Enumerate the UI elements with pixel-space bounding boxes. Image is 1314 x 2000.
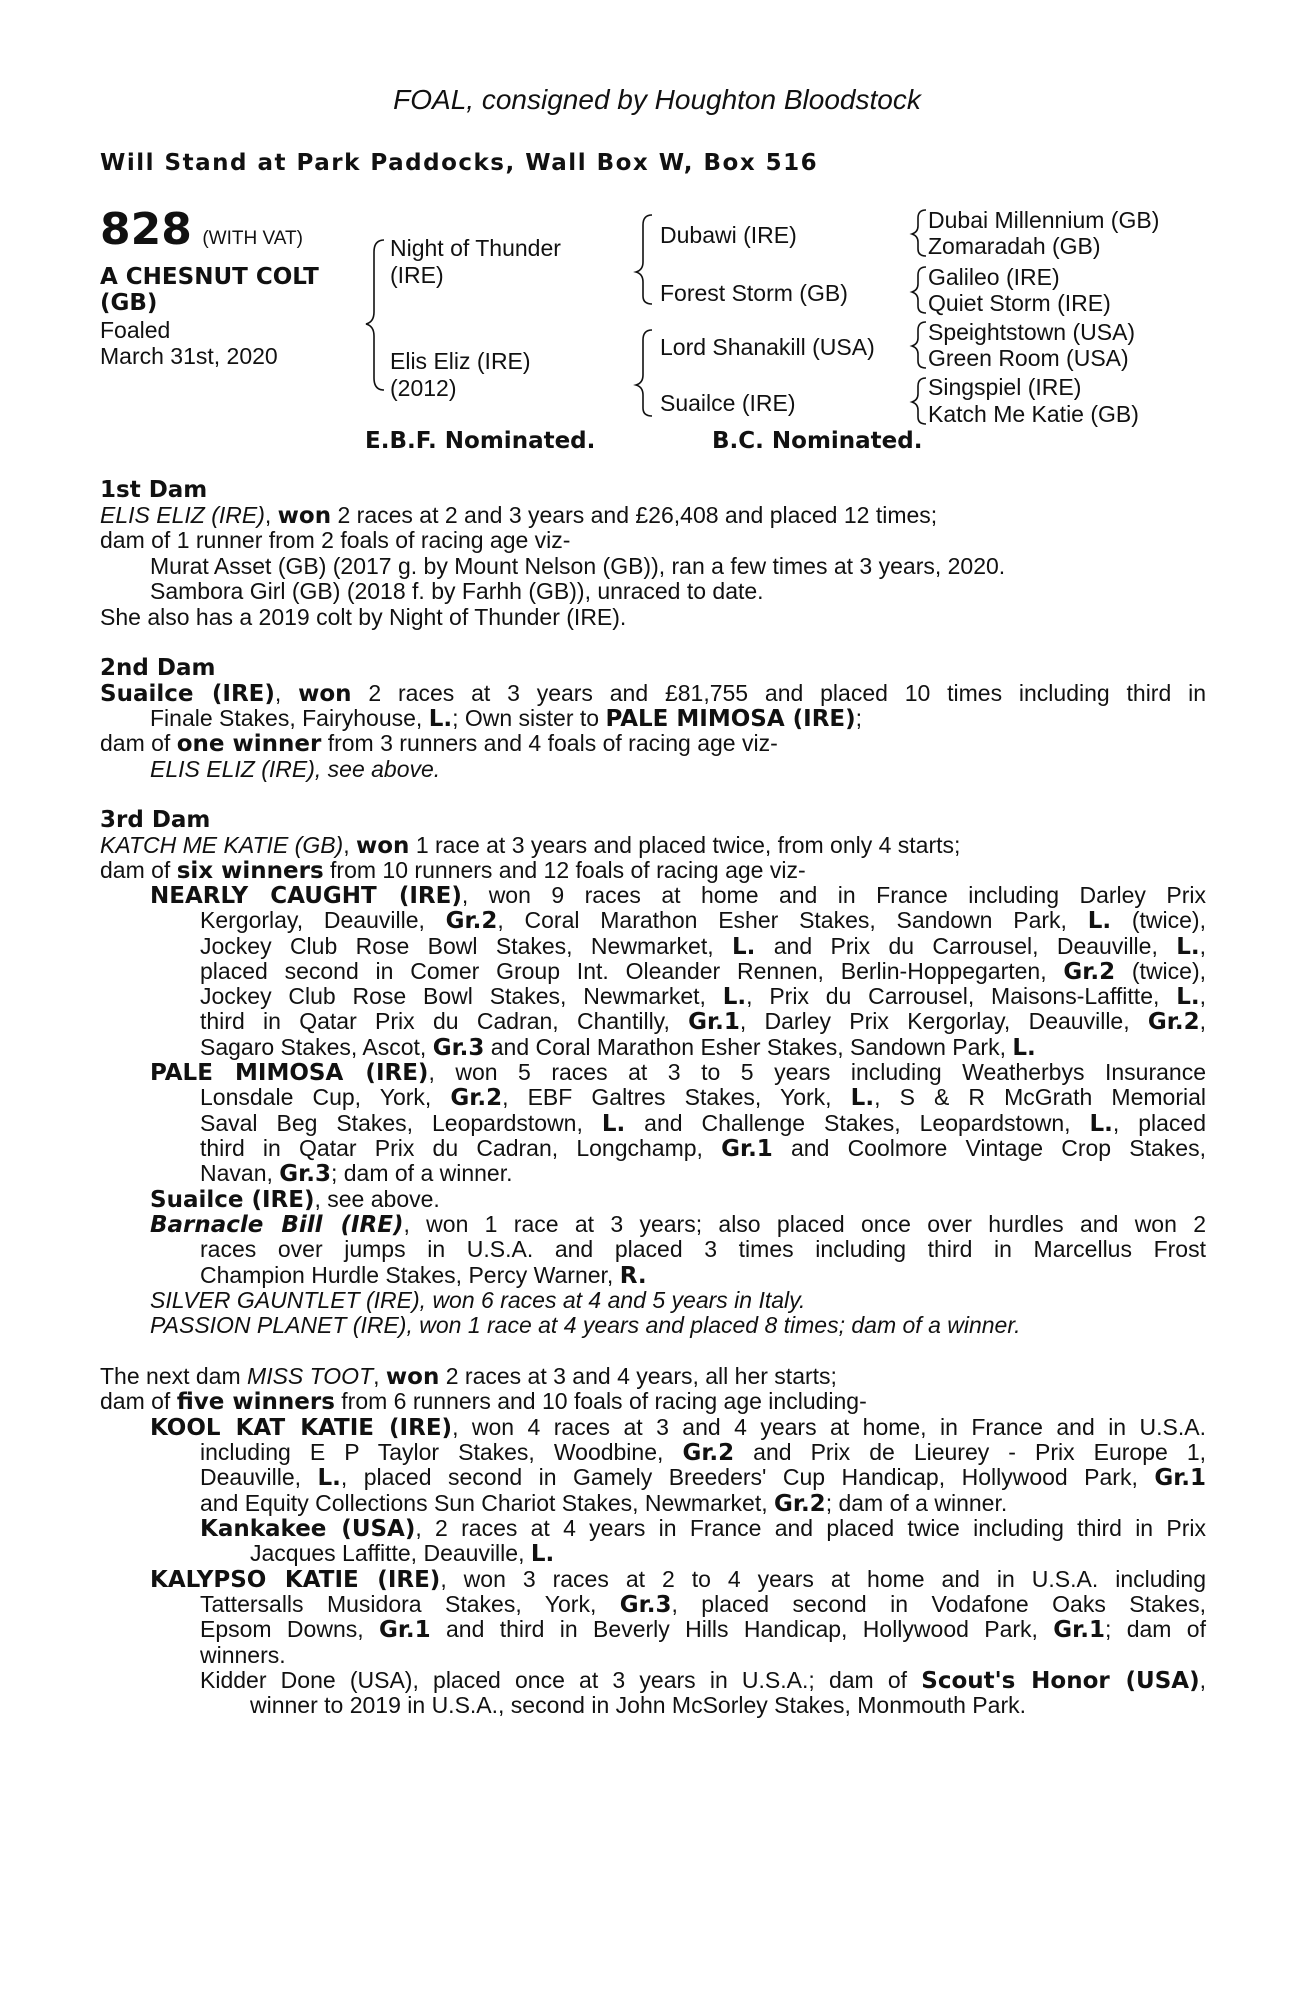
grade-mark: Gr.2 [450, 1085, 503, 1111]
text-run: , Coral Marathon Esher Stakes, Sandown Park, [497, 907, 1088, 933]
text-run: 2 races at 3 and 4 years, all her starts; [439, 1363, 837, 1389]
text-run: , won 1 race at 3 years; also placed once over hurdles and won 2 [403, 1211, 1206, 1237]
pale-mimosa-line-5 [200, 1161, 513, 1188]
listed-mark: L. [428, 706, 453, 732]
bc-nominated: B.C. Nominated. [712, 428, 923, 454]
kalypso-katie-line-2 [200, 1592, 1206, 1619]
text-run: Kidder Done (USA), placed once at 3 years in U.S.A.; dam of [200, 1667, 922, 1693]
text-run: and Coral Marathon Esher Stakes, Sandown Park, [484, 1034, 1013, 1060]
text-run: Tattersalls Musidora Stakes, York, [200, 1591, 620, 1617]
dam-name-text: KATCH ME KATIE (GB) [100, 832, 344, 858]
listed-mark: L. [722, 984, 747, 1010]
won-text: won [385, 1364, 440, 1390]
horse-name: NEARLY CAUGHT (IRE) [150, 883, 462, 909]
text-run: , won 3 races at 2 to 4 years at home and in U.S.A. including [440, 1566, 1206, 1592]
text-run: , EBF Galtres Stakes, York, [502, 1084, 851, 1110]
text-run: Jacques Laffitte, Deauville, [250, 1540, 531, 1566]
listed-mark: L. [1087, 908, 1112, 934]
text-run: , [343, 832, 356, 858]
listed-mark: L. [530, 1541, 555, 1567]
text-run: , [264, 502, 278, 528]
winners-text: six winners [176, 858, 324, 884]
winners-text: five winners [176, 1389, 335, 1415]
text-run: Kergorlay, Deauville, [200, 907, 446, 933]
horse-name: Kankakee (USA) [200, 1516, 416, 1542]
next-dam-line-1 [100, 1364, 837, 1391]
horse-name: PALE MIMOSA (IRE) [605, 706, 856, 732]
nearly-caught-line-4 [200, 959, 1206, 986]
text-run: , see above. [314, 1186, 440, 1212]
text-run: Lonsdale Cup, York, [200, 1084, 451, 1110]
text-run: ; Own sister to [452, 705, 606, 731]
text-run: and Equity Collections Sun Chariot Stakes, Newmarket, [200, 1490, 774, 1516]
text-run: 2 races at 2 and 3 years and £26,408 and placed 12 times; [331, 502, 938, 528]
dam-name: Elis Eliz (IRE) [390, 348, 531, 374]
horse-name: Barnacle Bill (IRE) [150, 1212, 404, 1238]
grade-mark: Gr.1 [378, 1617, 431, 1643]
text-run: , [1199, 1667, 1206, 1693]
listed-mark: L. [1089, 1111, 1113, 1137]
text-run: Finale Stakes, Fairyhouse, [150, 705, 429, 731]
text-run: 1 race at 3 years and placed twice, from only 4 starts; [409, 832, 961, 858]
dam-year: (2012) [390, 375, 457, 401]
text-run: Navan, [200, 1160, 280, 1186]
grade-mark: Gr.2 [445, 908, 498, 934]
nearly-caught-line-2 [200, 908, 1206, 935]
first-dam-heading: 1st Dam [100, 477, 208, 503]
sire-sire-dam: Zomaradah (GB) [928, 233, 1101, 259]
silver-gauntlet-line: SILVER GAUNTLET (IRE), won 6 races at 4 and 5 years in Italy. [150, 1287, 806, 1313]
dam-dam-sire: Singspiel (IRE) [928, 374, 1082, 400]
listed-mark: L. [1176, 984, 1200, 1010]
text-run: dam of [100, 857, 177, 883]
winners-text: one winner [176, 731, 322, 757]
grade-mark: Gr.2 [682, 1440, 735, 1466]
grade-mark: Gr.3 [279, 1161, 331, 1187]
first-dam-line-5: She also has a 2019 colt by Night of Thunder (IRE). [100, 604, 627, 630]
kool-kat-katie-line-1 [150, 1415, 1206, 1442]
dam-dam-dam: Katch Me Katie (GB) [928, 401, 1139, 427]
grade-mark: Gr.3 [432, 1035, 485, 1061]
listed-mark: L. [601, 1111, 626, 1137]
text-run: The next dam [100, 1363, 248, 1389]
text-run: , won 5 races at 3 to 5 years including Weatherbys Insurance [428, 1059, 1206, 1085]
text-run: and Coolmore Vintage Crop Stakes, [772, 1135, 1206, 1161]
text-run: Epsom Downs, [200, 1616, 379, 1642]
sire-dam-dam: Quiet Storm (IRE) [928, 290, 1111, 316]
text-run: , placed second in Vodafone Oaks Stakes, [671, 1591, 1206, 1617]
text-run: ; [855, 705, 863, 731]
text-run: , Prix du Carrousel, Maisons-Laffitte, [746, 983, 1177, 1009]
text-run: from 3 runners and 4 foals of racing age viz- [321, 730, 778, 756]
pale-mimosa-line-1 [150, 1060, 1206, 1087]
text-run: (twice), [1111, 907, 1206, 933]
passion-planet-line: PASSION PLANET (IRE), won 1 race at 4 years and placed 8 times; dam of a winner. [150, 1312, 1021, 1338]
text-run: , 2 races at 4 years in France and placed twice including third in Prix [415, 1515, 1206, 1541]
third-dam-line-2 [100, 858, 806, 885]
foaled-label: Foaled [100, 317, 171, 343]
text-run: ; dam of a winner. [330, 1160, 513, 1186]
second-dam-line-3 [100, 731, 778, 758]
pale-mimosa-line-4 [200, 1136, 1206, 1163]
listed-mark: L. [731, 934, 756, 960]
pale-mimosa-line-3 [200, 1111, 1206, 1138]
grade-mark: Gr.1 [721, 1136, 773, 1162]
listed-mark: L. [317, 1465, 341, 1491]
horse-name: Suailce (IRE) [150, 1187, 315, 1213]
barnacle-bill-line-1 [150, 1212, 1206, 1239]
pale-mimosa-line-2 [200, 1085, 1206, 1112]
listed-mark: L. [1012, 1035, 1036, 1061]
nearly-caught-line-7 [200, 1035, 1036, 1062]
first-dam-line-2: dam of 1 runner from 2 foals of racing age viz- [100, 527, 571, 553]
kankakee-line-2 [250, 1541, 554, 1568]
dam-sire: Lord Shanakill (USA) [660, 334, 875, 360]
kalypso-katie-line-4: winners. [200, 1642, 286, 1668]
kalypso-katie-line-3 [200, 1617, 1206, 1644]
nearly-caught-line-5 [200, 984, 1206, 1011]
sire-country: (IRE) [390, 262, 444, 288]
grade-mark: Gr.1 [1154, 1465, 1206, 1491]
text-run: (twice), [1115, 958, 1207, 984]
second-dam-line-4: ELIS ELIZ (IRE), see above. [150, 756, 441, 782]
text-run: , [1199, 983, 1206, 1009]
text-run: and Challenge Stakes, Leopardstown, [625, 1110, 1090, 1136]
text-run: Sagaro Stakes, Ascot, [200, 1034, 433, 1060]
sire-name: Night of Thunder [390, 235, 561, 261]
text-run: , [373, 1363, 386, 1389]
text-run: ; dam of [1104, 1616, 1206, 1642]
next-dam-line-2 [100, 1389, 867, 1416]
text-run: Saval Beg Stakes, Leopardstown, [200, 1110, 602, 1136]
consignor-line: FOAL, consigned by Houghton Bloodstock [393, 84, 921, 115]
ebf-nominated: E.B.F. Nominated. [365, 428, 596, 454]
grade-mark: Gr.3 [619, 1592, 672, 1618]
grade-mark: Gr.1 [688, 1009, 740, 1035]
text-run: , placed second in Gamely Breeders' Cup Handicap, Hollywood Park, [340, 1464, 1155, 1490]
horse-name: Suailce (IRE) [100, 681, 275, 707]
first-dam-line-1 [100, 503, 937, 530]
won-text: won [298, 681, 352, 707]
kalypso-katie-line-1 [150, 1567, 1206, 1594]
nearly-caught-line-1 [150, 883, 1206, 910]
text-run: from 10 runners and 12 foals of racing age viz- [323, 857, 806, 883]
listed-mark: L. [1176, 934, 1200, 960]
sire-dam: Forest Storm (GB) [660, 280, 848, 306]
won-text: won [277, 503, 332, 529]
text-run: from 6 runners and 10 foals of racing age including- [334, 1388, 867, 1414]
text-run: dam of [100, 1388, 177, 1414]
dam-sire-dam: Green Room (USA) [928, 345, 1129, 371]
text-run: , [274, 680, 299, 706]
text-run: including E P Taylor Stakes, Woodbine, [200, 1439, 683, 1465]
first-dam-produce-1: Murat Asset (GB) (2017 g. by Mount Nelson (GB)), ran a few times at 3 years, 2020. [150, 553, 1006, 579]
second-dam-heading: 2nd Dam [100, 655, 216, 681]
sire-dam-sire: Galileo (IRE) [928, 264, 1060, 290]
lot-title-1: A CHESNUT COLT [100, 264, 319, 290]
dam-name-text: ELIS ELIZ (IRE) [100, 502, 265, 528]
text-run: and Prix de Lieurey - Prix Europe 1, [734, 1439, 1206, 1465]
stand-line: Will Stand at Park Paddocks, Wall Box W, Box 516 [100, 150, 819, 176]
sire-sire: Dubawi (IRE) [660, 222, 797, 248]
barnacle-bill-line-3 [200, 1263, 647, 1290]
text-run: , S & R McGrath Memorial [874, 1084, 1206, 1110]
text-run: , [1199, 933, 1206, 959]
text-run: ; dam of a winner. [825, 1490, 1008, 1516]
kidder-done-line-2: winner to 2019 in U.S.A., second in John McSorley Stakes, Monmouth Park. [250, 1692, 1026, 1718]
barnacle-bill-line-2: races over jumps in U.S.A. and placed 3 times including third in Marcellus Frost [200, 1236, 1206, 1262]
vat-label: (WITH VAT) [202, 228, 303, 249]
text-run: , won 4 races at 3 and 4 years at home, in France and in U.S.A. [452, 1414, 1206, 1440]
text-run: third in Qatar Prix du Cadran, Longchamp, [200, 1135, 722, 1161]
grade-mark: Gr.1 [1053, 1617, 1105, 1643]
horse-name: Scout's Honor (USA) [921, 1668, 1200, 1694]
nearly-caught-line-6 [200, 1009, 1206, 1036]
kool-kat-katie-line-3 [200, 1465, 1206, 1492]
won-text: won [356, 833, 410, 859]
sire-sire-sire: Dubai Millennium (GB) [928, 207, 1160, 233]
text-run: Deauville, [200, 1464, 318, 1490]
text-run: third in Qatar Prix du Cadran, Chantilly, [200, 1008, 689, 1034]
restricted-mark: R. [619, 1263, 647, 1289]
grade-mark: Gr.2 [1147, 1009, 1200, 1035]
horse-name: KALYPSO KATIE (IRE) [150, 1567, 441, 1593]
second-dam-line-2 [150, 706, 862, 733]
text-run: , Darley Prix Kergorlay, Deauville, [739, 1008, 1148, 1034]
text-run: Jockey Club Rose Bowl Stakes, Newmarket, [200, 933, 732, 959]
text-run: dam of [100, 730, 177, 756]
lot-number: 828 [100, 204, 192, 255]
nearly-caught-line-3 [200, 934, 1206, 961]
dam-name-text: MISS TOOT [247, 1363, 374, 1389]
foaled-date: March 31st, 2020 [100, 343, 278, 369]
dam-dam: Suailce (IRE) [660, 390, 796, 416]
text-run: and Prix du Carrousel, Deauville, [755, 933, 1177, 959]
text-run: , placed [1112, 1110, 1206, 1136]
third-dam-line-1 [100, 833, 960, 860]
kankakee-line-1 [200, 1516, 1206, 1543]
kidder-done-line-1 [200, 1668, 1206, 1695]
horse-name: PALE MIMOSA (IRE) [150, 1060, 429, 1086]
text-run: 2 races at 3 years and £81,755 and placed 10 times including third in [351, 680, 1206, 706]
dam-sire-sire: Speightstown (USA) [928, 319, 1136, 345]
text-run: and third in Beverly Hills Handicap, Hollywood Park, [430, 1616, 1054, 1642]
first-dam-produce-2: Sambora Girl (GB) (2018 f. by Farhh (GB)), unraced to date. [150, 578, 764, 604]
lot-title-2: (GB) [100, 290, 158, 316]
text-run: , [1199, 1008, 1206, 1034]
text-run: Jockey Club Rose Bowl Stakes, Newmarket, [200, 983, 723, 1009]
listed-mark: L. [850, 1085, 875, 1111]
grade-mark: Gr.2 [1063, 959, 1116, 985]
text-run: Champion Hurdle Stakes, Percy Warner, [200, 1262, 620, 1288]
suailce-line [150, 1187, 440, 1214]
text-run: placed second in Comer Group Int. Oleander Rennen, Berlin-Hoppegarten, [200, 958, 1064, 984]
kool-kat-katie-line-2 [200, 1440, 1206, 1467]
third-dam-heading: 3rd Dam [100, 807, 211, 833]
horse-name: KOOL KAT KATIE (IRE) [150, 1415, 453, 1441]
grade-mark: Gr.2 [774, 1491, 826, 1517]
kool-kat-katie-line-4 [200, 1491, 1007, 1518]
text-run: , won 9 races at home and in France including Darley Prix [461, 882, 1207, 908]
second-dam-line-1 [100, 681, 1206, 708]
